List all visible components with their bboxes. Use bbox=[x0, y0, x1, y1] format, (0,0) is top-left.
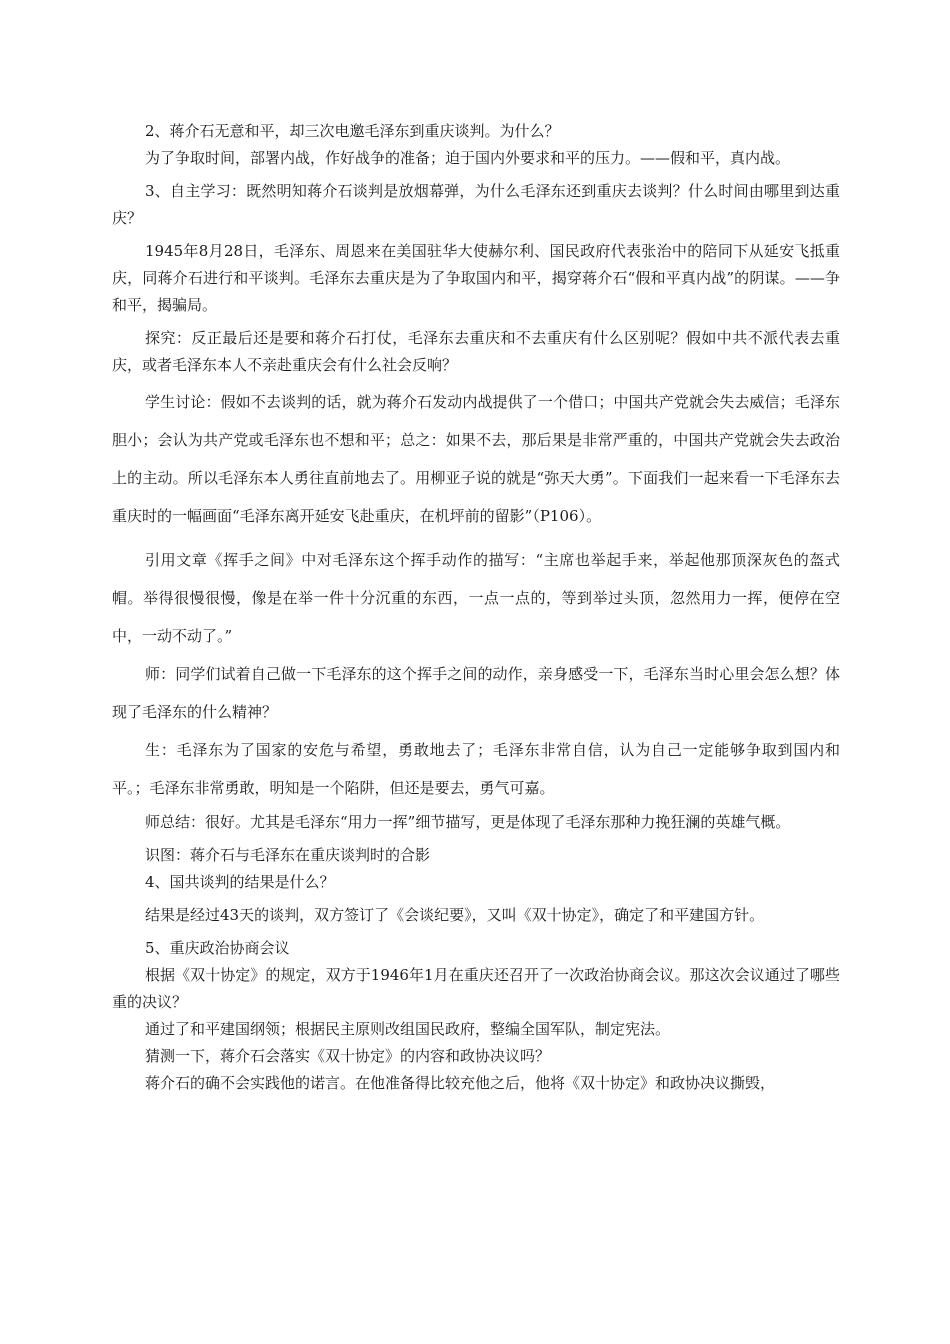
final-paragraph: 蒋介石的确不会实践他的诺言。在他准备得比较充他之后，他将《双十协定》和政协决议撕毁， bbox=[145, 1074, 776, 1092]
student-discussion: 学生讨论：假如不去谈判的话，就为蒋介石发动内战提供了一个借口；中国共产党就会失去威信；毛泽东胆小；会认为共产党或毛泽东也不想和平；总之：如果不去，那后果是非常严重的，中国共产党就会失去政治上的主动。所以毛泽东本人勇往直前地去了。用柳亚子说的就是“弥天大勇”。下面我们一起来看一下毛泽东去重庆时的一幅画面“毛泽东离开延安飞赴重庆，在机坪前的留影”（P106）。 bbox=[112, 393, 840, 525]
section-5-heading: 5、重庆政治协商会议 bbox=[145, 939, 290, 957]
teacher-paragraph: 师：同学们试着自己做一下毛泽东的这个挥手之间的动作，亲身感受一下，毛泽东当时心里会怎么想？体现了毛泽东的什么精神？ bbox=[112, 665, 840, 721]
image-caption: 识图：蒋介石与毛泽东在重庆谈判时的合影 bbox=[145, 846, 431, 864]
answer-3: 1945年8月28日，毛泽东、周恩来在美国驻华大使赫尔利、国民政府代表张治中的陪同下从延安飞抵重庆，同蒋介石进行和平谈判。毛泽东去重庆是为了争取国内和平，揭穿蒋介石“假和平真内战”的阴谋。——争和平，揭骗局。 bbox=[112, 242, 840, 314]
guess-question: 猜测一下，蒋介石会落实《双十协定》的内容和政协决议吗？ bbox=[145, 1047, 551, 1065]
question-3: 3、自主学习：既然明知蒋介石谈判是放烟幕弹，为什么毛泽东还到重庆去谈判？什么时间由哪里到达重庆？ bbox=[112, 182, 840, 227]
answer-4: 结果是经过43天的谈判，双方签订了《会谈纪要》，又叫《双十协定》，确定了和平建国方针。 bbox=[145, 906, 765, 924]
answer-2: 为了争取时间，部署内战，作好战争的准备；迫于国内外要求和平的压力。——假和平，真内战。 bbox=[145, 149, 791, 167]
question-2: 2、蒋介石无意和平，却三次电邀毛泽东到重庆谈判。为什么？ bbox=[145, 122, 560, 140]
quote-paragraph: 引用文章《挥手之间》中对毛泽东这个挥手动作的描写：“主席也举起手来，举起他那顶深灰色的盔式帽。举得很慢很慢，像是在举一件十分沉重的东西，一点一点的，等到举过头顶，忽然用力一挥，便停在空中，一动不动了。” bbox=[112, 551, 840, 645]
teacher-summary: 师总结：很好。尤其是毛泽东“用力一挥”细节描写，更是体现了毛泽东那种力挽狂澜的英雄气概。 bbox=[145, 813, 791, 831]
resolutions-paragraph: 通过了和平建国纲领；根据民主原则改组国民政府，整编全国军队，制定宪法。 bbox=[145, 1020, 671, 1038]
question-4: 4、国共谈判的结果是什么？ bbox=[145, 873, 335, 891]
student-answer: 生：毛泽东为了国家的安危与希望，勇敢地去了；毛泽东非常自信，认为自己一定能够争取到国内和平。；毛泽东非常勇敢，明知是一个陷阱，但还是要去，勇气可嘉。 bbox=[112, 741, 840, 797]
section-5-paragraph: 根据《双十协定》的规定，双方于1946年1月在重庆还召开了一次政治协商会议。那这次会议通过了哪些重的决议？ bbox=[112, 966, 840, 1011]
inquiry-paragraph: 探究：反正最后还是要和蒋介石打仗，毛泽东去重庆和不去重庆有什么区别呢？假如中共不派代表去重庆，或者毛泽东本人不亲赴重庆会有什么社会反响？ bbox=[112, 329, 840, 374]
